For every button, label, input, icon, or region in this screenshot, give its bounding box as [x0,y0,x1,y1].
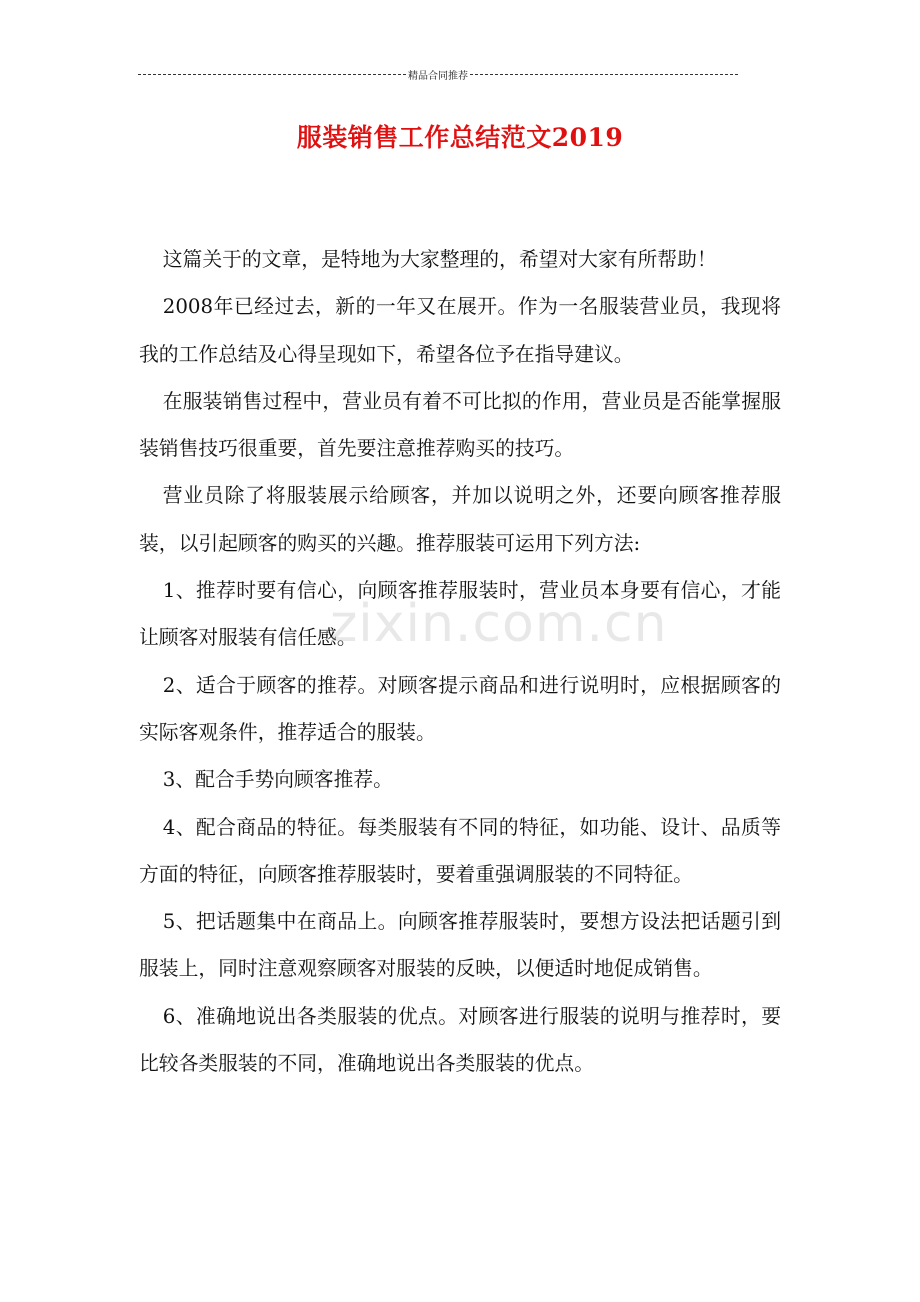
watermark: zixin.com.cn [330,594,668,654]
list-item-1: 1、推荐时要有信心，向顾客推荐服装时，营业员本身要有信心，才能让顾客对服装有信任感。 [139,579,781,650]
document-title: 服装销售工作总结范文2019 [296,123,624,152]
paragraph-methods-intro: 营业员除了将服装展示给顾客，并加以说明之外，还要向顾客推荐服装，以引起顾客的购买的兴趣。推荐服装可运用下列方法: [139,484,781,555]
document-body [139,236,781,1087]
list-item-3: 3、配合手势向顾客推荐。 [162,768,393,792]
paragraph-intro: 这篇关于的文章，是特地为大家整理的，希望对大家有所帮助！ [162,248,717,271]
list-item-4: 4、配合商品的特征。每类服装有不同的特征，如功能、设计、品质等方面的特征，向顾客推荐服装时，要着重强调服装的不同特征。 [139,815,781,886]
header-dash-right [470,74,738,75]
page-header [138,66,738,82]
paragraph-opening: 2008年已经过去，新的一年又在展开。作为一名服装营业员，我现将我的工作总结及心得呈现如下，希望各位予在指导建议。 [139,295,781,366]
list-item-6: 6、准确地说出各类服装的优点。对顾客进行服装的说明与推荐时，要比较各类服装的不同，准确地说出各类服装的优点。 [139,1004,781,1076]
paragraph-sales-role: 在服装销售过程中，营业员有着不可比拟的作用，营业员是否能掌握服装销售技巧很重要，首先要注意推荐购买的技巧。 [139,389,781,461]
header-dash-left [138,74,406,75]
header-label: 精品合同推荐 [408,70,468,82]
list-item-2: 2、适合于顾客的推荐。对顾客提示商品和进行说明时，应根据顾客的实际客观条件，推荐适合的服装。 [139,673,781,744]
list-item-5: 5、把话题集中在商品上。向顾客推荐服装时，要想方设法把话题引到服装上，同时注意观察顾客对服装的反映，以便适时地促成销售。 [139,910,781,981]
